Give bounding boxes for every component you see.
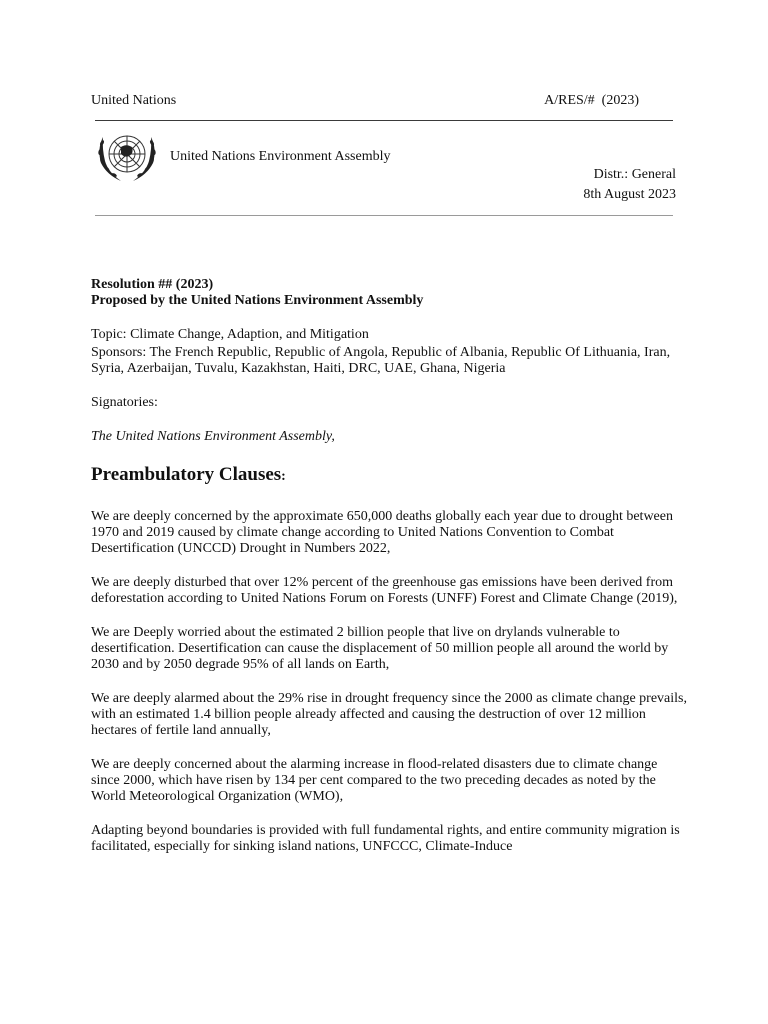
distribution-block xyxy=(583,167,676,207)
clause-line: Desertification (UNCCD) Drought in Numbers 2022, xyxy=(91,541,391,556)
clause xyxy=(91,575,691,607)
proposed-by: Proposed by the United Nations Environment Assembly xyxy=(91,293,424,308)
clause-line: facilitated, especially for sinking island nations, UNFCCC, Climate-Induce xyxy=(91,839,513,854)
clause-line: We are deeply concerned by the approximate 650,000 deaths globally each year due to drought between xyxy=(91,509,673,524)
clause xyxy=(91,509,691,557)
clause xyxy=(91,757,691,805)
header-bottom-divider xyxy=(95,215,673,216)
document-symbol: A/RES/# (2023) xyxy=(544,93,639,108)
clause xyxy=(91,823,691,855)
preambulatory-heading xyxy=(91,463,691,489)
document-body xyxy=(91,277,691,873)
clause-line: deforestation according to United Nations Forum on Forests (UNFF) Forest and Climate Change (2019), xyxy=(91,591,678,606)
resolution-title: Resolution ## (2023) xyxy=(91,277,214,292)
clause xyxy=(91,691,691,739)
clause-line: World Meteorological Organization (WMO), xyxy=(91,789,344,804)
clause xyxy=(91,625,691,673)
clause-line: desertification. Desertification can cause the displacement of 50 million people all around the world by xyxy=(91,641,669,656)
clause-line: We are deeply disturbed that over 12% percent of the greenhouse gas emissions have been derived from xyxy=(91,575,673,590)
distribution-label: Distr.: General xyxy=(593,167,676,182)
clause-line: We are deeply concerned about the alarming increase in flood-related disasters due to climate change xyxy=(91,757,658,772)
clause-line: with an estimated 1.4 billion people already affected and causing the destruction of over 12 million xyxy=(91,707,646,722)
clause-line: We are deeply alarmed about the 29% rise in drought frequency since the 2000 as climate change prevails, xyxy=(91,691,687,706)
clause-line: 1970 and 2019 caused by climate change according to United Nations Convention to Combat xyxy=(91,525,614,540)
header-divider xyxy=(95,120,673,121)
signatories-label: Signatories: xyxy=(91,395,158,410)
document-header xyxy=(91,93,641,109)
preambulatory-heading-colon: : xyxy=(281,469,286,484)
clause-line: since 2000, which have risen by 134 per cent compared to the two preceding decades as noted by the xyxy=(91,773,656,788)
org-name: United Nations xyxy=(91,93,177,108)
topic-line: Topic: Climate Change, Adaption, and Mitigation xyxy=(91,327,369,342)
clause-line: 2030 and by 2050 degrade 95% of all lands on Earth, xyxy=(91,657,390,672)
clause-line: Adapting beyond boundaries is provided with full fundamental rights, and entire community migration is xyxy=(91,823,680,838)
preambulatory-heading-text: Preambulatory Clauses xyxy=(91,464,282,485)
sponsors-line-1: Sponsors: The French Republic, Republic of Angola, Republic of Albania, Republic Of Lithuania, Iran, xyxy=(91,345,671,360)
clause-line: We are Deeply worried about the estimated 2 billion people that live on drylands vulnerable to xyxy=(91,625,620,640)
document-date: 8th August 2023 xyxy=(583,187,676,202)
assembly-opening: The United Nations Environment Assembly, xyxy=(91,429,335,444)
un-emblem-icon xyxy=(94,125,160,189)
assembly-name: United Nations Environment Assembly xyxy=(170,149,391,164)
clause-line: hectares of fertile land annually, xyxy=(91,723,271,738)
sponsors-line-2: Syria, Azerbaijan, Tuvalu, Kazakhstan, Haiti, DRC, UAE, Ghana, Nigeria xyxy=(91,361,506,376)
